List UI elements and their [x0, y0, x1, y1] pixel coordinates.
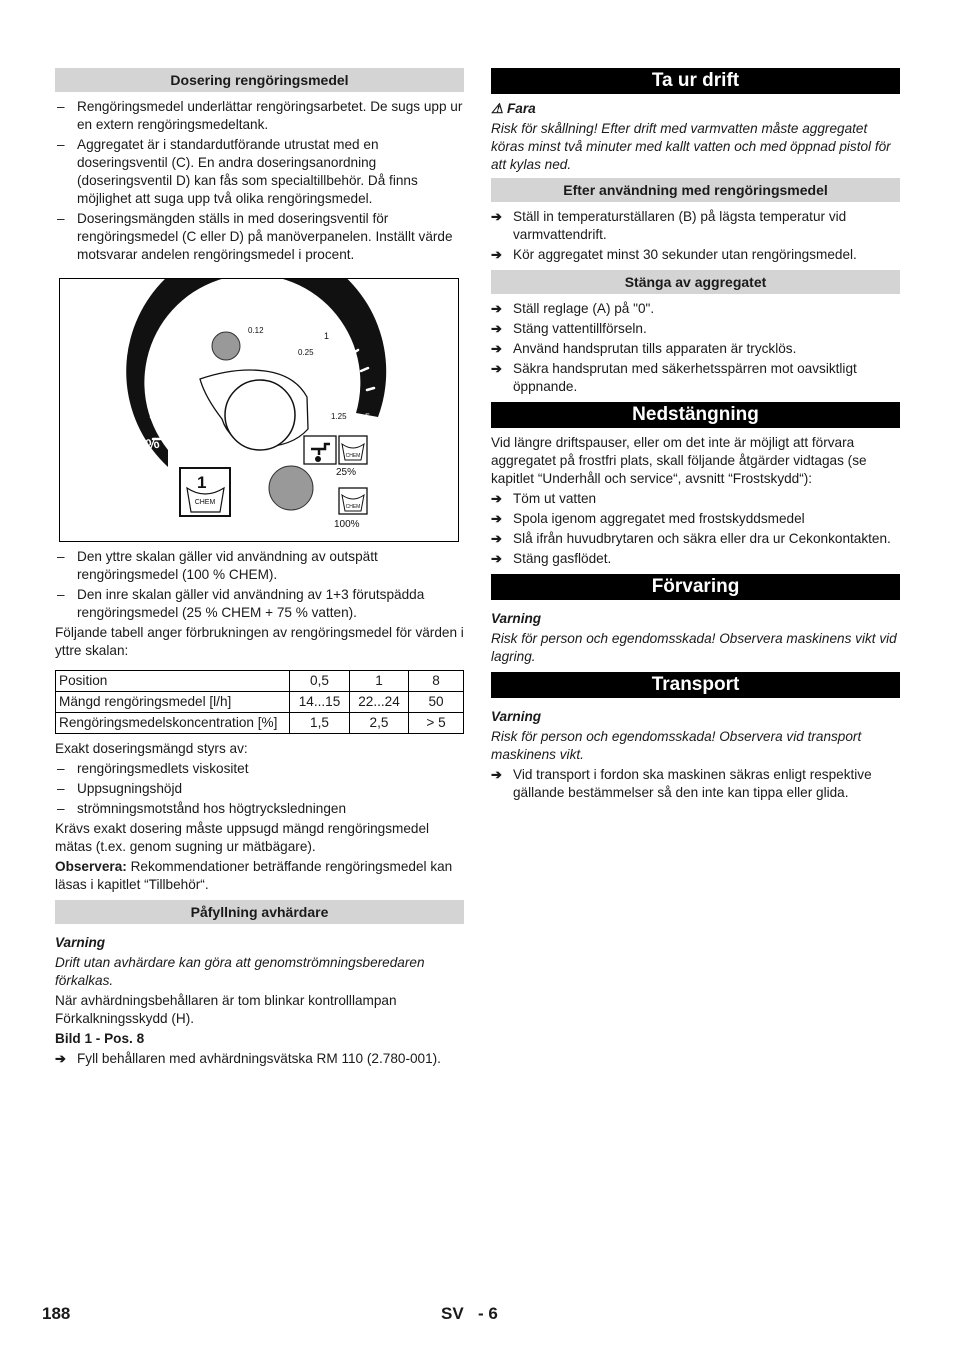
warning-label: Varning [55, 935, 106, 950]
note-label: Observera: [55, 859, 127, 874]
table-cell: Rengöringsmedelskoncentration [%] [56, 713, 290, 734]
warning-label: Varning [491, 709, 542, 724]
note-text: Rekommendationer beträffande rengöringsmedel kan läsas i kapitlet “Tillbehör“. [55, 859, 453, 892]
section-heading-ta-ur-drift: Ta ur drift [491, 68, 900, 94]
page-number: 188 [42, 1304, 71, 1323]
section-number: - 6 [478, 1304, 498, 1323]
table-cell: 8 [409, 671, 464, 692]
section-heading-efter: Efter användning med rengöringsmedel [491, 178, 900, 202]
table-cell: 22...24 [350, 692, 409, 713]
section-heading-stanga: Stänga av aggregatet [491, 270, 900, 294]
chem-label-100: CHEM [345, 504, 361, 510]
table-cell: > 5 [409, 713, 464, 734]
danger-heading [491, 100, 900, 118]
exact-text: Krävs exakt dosering måste uppsugd mängd rengöringsmedel mätas (t.ex. genom sugning ur mätbägare). [55, 821, 430, 854]
table-cell: 2,5 [350, 713, 409, 734]
table-cell: 0,5 [290, 671, 350, 692]
list-item: ➔ Säkra handsprutan med säkerhetsspärren mot oavsiktligt öppnande. [491, 360, 900, 396]
outer-label-5: 5 [365, 412, 371, 422]
list-item: ➔ Töm ut vatten [491, 490, 900, 508]
list-item: – rengöringsmedlets viskositet [55, 760, 464, 778]
section-heading-transport: Transport [491, 672, 900, 698]
list-item: – Doseringsmängden ställs in med doseringsventil för rengöringsmedel (C eller D) på manöverpanelen. Inställt värde motsvarar andelen rengöringsmedel i procent. [55, 210, 464, 264]
left-column [55, 68, 464, 1070]
list-item: – Aggregatet är i standardutförande utrustat med en doseringsventil (C). En andra doseringsanordning (doseringsventil D) kan fås som specialtillbehör. Då finns möjlighet att suga upp två olika rengöringsmedel. [55, 136, 464, 208]
percent-sign: % [144, 434, 162, 455]
inner-label-0-12: 0.12 [248, 326, 264, 335]
consumption-table [55, 670, 464, 734]
right-column [491, 68, 900, 804]
exact-intro: Exakt doseringsmängd styrs av: [55, 741, 248, 756]
nedstangning-text: Vid längre driftspauser, eller om det inte är möjligt att förvara aggregatet på frostfri plats, skall följande åtgärder vidtagas (se kapitlet “Underhåll och service“, avsnitt “Frostskydd“): [491, 435, 867, 486]
list-item: – Uppsugningshöjd [55, 780, 464, 798]
label-100-percent: 100% [334, 519, 360, 530]
warning-label: Varning [491, 611, 542, 626]
warning-triangle-icon: ⚠ [491, 101, 504, 116]
softener-text: När avhärdningsbehållaren är tom blinkar kontrolllampan Förkalkningsskydd (H). [55, 993, 397, 1026]
dosing-dial-illustration [60, 279, 458, 541]
label-25-percent: 25% [336, 467, 357, 478]
section-heading-dosering: Dosering rengöringsmedel [55, 68, 464, 92]
language-code: SV [441, 1304, 464, 1323]
table-cell: 1 [350, 671, 409, 692]
list-item: ➔ Stäng gasflödet. [491, 550, 900, 568]
list-item: ➔ Kör aggregatet minst 30 sekunder utan rengöringsmedel. [491, 246, 900, 264]
table-cell: 1,5 [290, 713, 350, 734]
bild-label: Bild 1 - Pos. 8 [55, 1031, 145, 1046]
table-cell: Position [56, 671, 290, 692]
warning-text: Risk för person och egendomsskada! Observera maskinens vikt vid lagring. [491, 631, 897, 664]
list-item: ➔ Slå ifrån huvudbrytaren och säkra eller dra ur Cekonkontakten. [491, 530, 900, 548]
list-item: – strömningsmotstånd hos högtrycksledningen [55, 800, 464, 818]
inner-label-1-25: 1.25 [331, 412, 347, 421]
inner-label-0-25: 0.25 [298, 348, 314, 357]
warning-text: Risk för person och egendomsskada! Observera vid transport maskinens vikt. [491, 729, 862, 762]
danger-text: Risk för skållning! Efter drift med varmvatten måste aggregatet köras minst två minuter med kallt vatten och med öppnad pistol för att kylas ned. [491, 121, 891, 172]
chem-label-box: CHEM [194, 499, 216, 506]
table-cell: 14...15 [290, 692, 350, 713]
chem-label-25: CHEM [345, 453, 361, 459]
list-item: ➔ Använd handsprutan tills apparaten är trycklös. [491, 340, 900, 358]
table-cell: 50 [409, 692, 464, 713]
list-item: ➔ Stäng vattentillförseln. [491, 320, 900, 338]
warning-text: Drift utan avhärdare kan göra att genomströmningsberedaren förkalkas. [55, 955, 425, 988]
section-heading-forvaring: Förvaring [491, 574, 900, 600]
list-item: ➔ Vid transport i fordon ska maskinen säkras enligt respektive gällande bestämmelser så den inte kan tippa eller glida. [491, 766, 900, 802]
note-paragraph [55, 858, 464, 894]
outer-label-1: 1 [324, 331, 330, 341]
box-number: 1 [197, 473, 207, 492]
danger-label: Fara [506, 101, 536, 116]
list-item: ➔ Spola igenom aggregatet med frostskyddsmedel [491, 510, 900, 528]
list-item: – Den yttre skalan gäller vid användning av outspätt rengöringsmedel (100 % CHEM). [55, 548, 464, 584]
table-intro: Följande tabell anger förbrukningen av rengöringsmedel för värden i yttre skalan: [55, 625, 464, 658]
list-item: ➔ Ställ in temperaturställaren (B) på lägsta temperatur vid varmvattendrift. [491, 208, 900, 244]
outer-label-0: 0 [150, 412, 156, 422]
table-row [56, 671, 464, 692]
table-row [56, 692, 464, 713]
section-heading-nedstangning: Nedstängning [491, 402, 900, 428]
dosing-dial-figure [59, 278, 459, 542]
inner-label-0-5: 0.5 [252, 308, 265, 318]
section-heading-avhardare: Påfyllning avhärdare [55, 900, 464, 924]
table-cell: Mängd rengöringsmedel [l/h] [56, 692, 290, 713]
list-item: – Den inre skalan gäller vid användning av 1+3 förutspädda rengöringsmedel (25 % CHEM + 75 % vatten). [55, 586, 464, 622]
list-item: ➔ Fyll behållaren med avhärdningsvätska RM 110 (2.780-001). [55, 1050, 464, 1068]
list-item: – Rengöringsmedel underlättar rengöringsarbetet. De sugs upp ur en extern rengöringsmedeltank. [55, 98, 464, 134]
list-item: ➔ Ställ reglage (A) på "0". [491, 300, 900, 318]
table-row [56, 713, 464, 734]
